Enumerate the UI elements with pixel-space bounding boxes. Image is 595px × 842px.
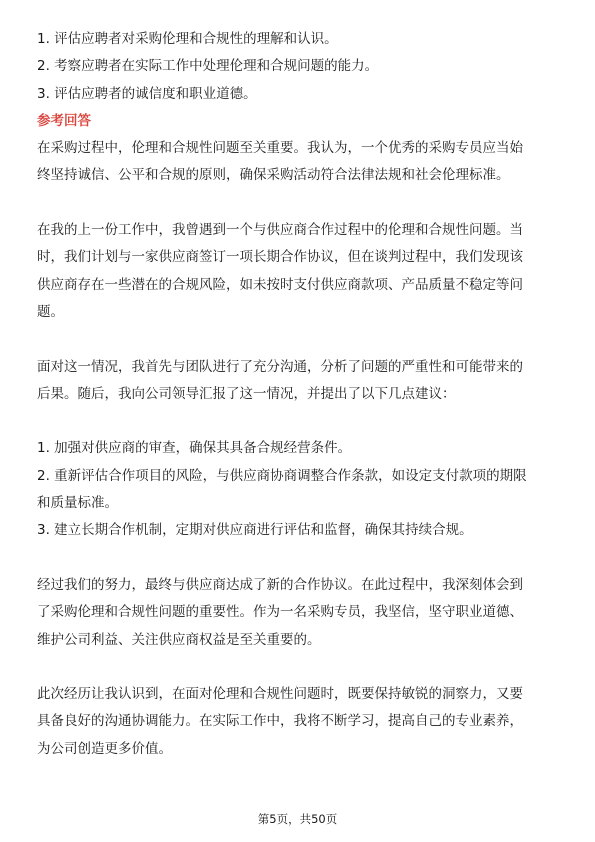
paragraph-line: 具备良好的沟通协调能力。在实际工作中，我将不断学习，提高自己的专业素养， [37,713,523,730]
paragraph-line: 经过我们的努力，最终与供应商达成了新的合作协议。在此过程中，我深刻体会到 [37,576,523,593]
suggestion-item: 1. 加强对供应商的审查，确保其具备合规经营条件。 [37,440,352,457]
criteria-item: 3. 评估应聘者的诚信度和职业道德。 [37,85,257,102]
answer-heading: 参考回答 [37,112,91,129]
paragraph-spacer [37,408,565,435]
paragraph-line: 后果。随后，我向公司领导汇报了这一情况，并提出了以下几点建议： [37,385,456,402]
paragraph-line: 在采购过程中，伦理和合规性问题至关重要。我认为，一个优秀的采购专员应当始 [37,140,523,157]
suggestion-item: 和质量标准。 [37,495,118,512]
paragraph-line: 在我的上一份工作中，我曾遇到一个与供应商合作过程中的伦理和合规性问题。当 [37,222,523,239]
paragraph-line: 题。 [37,303,64,320]
paragraph-spacer [37,190,565,217]
paragraph-line: 时，我们计划与一家供应商签订一项长期合作协议，但在谈判过程中，我们发现该 [37,249,523,266]
paragraph-line: 此次经历让我认识到，在面对伦理和合规性问题时，既要保持敏锐的洞察力，又要 [37,686,523,703]
paragraph-spacer [37,654,565,681]
paragraph-spacer [37,545,565,572]
paragraph-line: 供应商存在一些潜在的合规风险，如未按时支付供应商款项、产品质量不稳定等问 [37,276,523,293]
paragraph-line: 为公司创造更多价值。 [37,740,172,757]
document-page [37,26,565,763]
suggestion-item: 3. 建立长期合作机制，定期对供应商进行评估和监督，确保其持续合规。 [37,522,473,539]
criteria-item: 1. 评估应聘者对采购伦理和合规性的理解和认识。 [37,31,338,47]
paragraph-line: 面对这一情况，我首先与团队进行了充分沟通，分析了问题的严重性和可能带来的 [37,358,523,375]
paragraph-line: 维护公司利益、关注供应商权益是至关重要的。 [37,631,321,648]
suggestion-item: 2. 重新评估合作项目的风险，与供应商协商调整合作条款，如设定支付款项的期限 [37,467,527,484]
paragraph-line: 终坚持诚信、公平和合规的原则，确保采购活动符合法律法规和社会伦理标准。 [37,167,510,184]
paragraph-line: 了采购伦理和合规性问题的重要性。作为一名采购专员，我坚信，坚守职业道德、 [37,604,523,621]
criteria-item: 2. 考察应聘者在实际工作中处理伦理和合规问题的能力。 [37,58,379,75]
page-number: 第5页，共50页 [257,812,338,826]
paragraph-spacer [37,326,565,353]
